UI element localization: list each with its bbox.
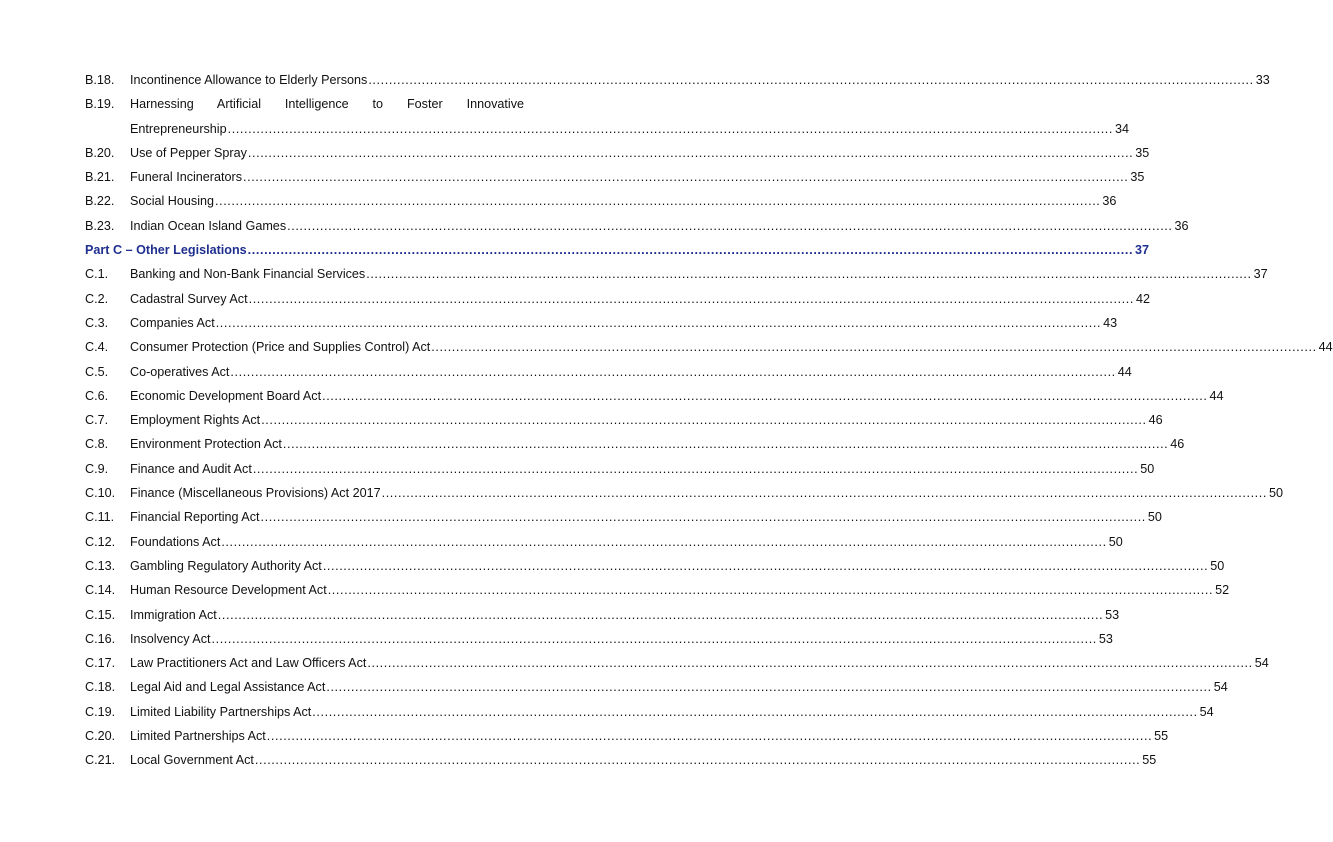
dot-leader [323,556,1208,576]
toc-entry-title: Foundations Act [130,534,221,549]
toc-entry[interactable] [85,532,1123,556]
toc-entry[interactable] [85,507,1162,531]
toc-entry-page: 36 [1102,194,1117,209]
toc-entry[interactable] [85,726,1169,750]
toc-entry[interactable] [85,653,1269,677]
toc-entry-title: Co-operatives Act [130,364,230,379]
dot-leader [212,629,1097,649]
toc-entry-number: C.7. [85,413,109,428]
toc-entry-number: B.22. [85,194,115,209]
dot-leader [261,507,1146,527]
toc-entry-page: 44 [1117,364,1132,379]
dot-leader [253,459,1138,479]
toc-entry-page: 36 [1174,218,1189,233]
toc-entry[interactable] [85,702,1214,726]
toc-entry-number: C.20. [85,729,116,744]
toc-entry-number: C.12. [85,534,116,549]
dot-leader [249,289,1134,309]
toc-entry-title: Incontinence Allowance to Elderly Persons [130,73,368,87]
dot-leader [261,410,1146,430]
toc-entry[interactable] [85,434,1185,458]
dot-leader [218,605,1103,625]
dot-leader [228,119,1113,139]
toc-entry-page: 46 [1170,437,1185,452]
toc-entry-number: C.2. [85,291,109,306]
toc-entry-number: C.9. [85,461,109,476]
toc-entry-number: C.8. [85,437,109,452]
toc-entry-page: 53 [1105,607,1120,622]
toc-entry-page: 42 [1135,291,1150,306]
toc-entry-title: Employment Rights Act [130,413,261,428]
toc-entry-number: C.5. [85,364,109,379]
toc-entry-number: C.6. [85,388,109,403]
toc-entry-number: C.11. [85,510,115,525]
toc-entry[interactable] [85,459,1155,483]
toc-entry-number: C.21. [85,753,116,768]
toc-entry-title: Immigration Act [130,607,217,622]
dot-leader [367,653,1252,673]
dot-leader [248,240,1133,260]
toc-entry-page: 55 [1154,729,1169,744]
toc-entry-number: B.19. [85,97,115,112]
toc-entry-page: 34 [1115,121,1130,136]
dot-leader [243,167,1128,187]
toc-entry[interactable] [85,483,1283,507]
toc-entry[interactable] [85,264,1268,288]
toc-entry[interactable] [85,143,1150,167]
dot-leader [267,726,1152,746]
toc-entry-page: 46 [1148,413,1163,428]
toc-entry-title: Companies Act [130,315,215,330]
toc-entry-number: C.3. [85,315,109,330]
toc-entry[interactable] [85,167,1145,191]
toc-entry[interactable] [85,289,1150,313]
dot-leader [322,386,1207,406]
toc-entry[interactable] [85,191,1117,215]
dot-leader [221,532,1106,552]
toc-entry-title: Funeral Incinerators [130,170,242,185]
toc-entry-number: C.13. [85,558,116,573]
toc-entry-title: Finance (Miscellaneous Provisions) Act 2017 [130,486,381,501]
toc-entry-page: 33 [1255,73,1270,87]
toc-entry-number: B.18. [85,73,115,87]
toc-entry-title: Harnessing Artificial Intelligence to Foster Innovative [130,97,524,112]
toc-entry-title: Insolvency Act [130,631,211,646]
toc-entry[interactable] [85,337,1333,361]
toc-entry-title: Gambling Regulatory Authority Act [130,558,322,573]
toc-entry-page: 54 [1254,656,1269,671]
toc-entry-page: 50 [1108,534,1123,549]
toc-entry[interactable] [85,386,1224,410]
toc-entry-title: Environment Protection Act [130,437,282,452]
toc-entry-page: 54 [1199,704,1214,719]
toc-entry-title: Finance and Audit Act [130,461,252,476]
dot-leader [248,143,1133,163]
dot-leader [215,191,1100,211]
toc-entry[interactable] [85,750,1157,774]
toc-entry[interactable] [85,677,1228,701]
toc-entry-title: Social Housing [130,194,215,209]
toc-entry[interactable] [85,70,1270,94]
toc-entry-number: C.10. [85,486,116,501]
toc-entry-title: Legal Aid and Legal Assistance Act [130,680,326,695]
toc-entry[interactable] [85,410,1163,434]
toc-entry[interactable] [85,556,1225,580]
dot-leader [255,750,1140,770]
dot-leader [366,264,1251,284]
toc-entry-page: 44 [1209,388,1224,403]
toc-entry-title: Economic Development Board Act [130,388,322,403]
toc-entry-page: 50 [1140,461,1155,476]
dot-leader [382,483,1267,503]
toc-entry-page: 53 [1098,631,1113,646]
toc-entry-number: C.19. [85,704,116,719]
toc-part-title: Part C – Other Legislations [85,243,247,258]
dot-leader [326,677,1211,697]
dot-leader [368,70,1253,90]
dot-leader [431,337,1316,357]
dot-leader [328,580,1213,600]
toc-entry-title: Local Government Act [130,753,254,768]
toc-entry-page: 35 [1130,170,1145,185]
toc-entry-title: Indian Ocean Island Games [130,218,287,233]
toc-entry-number: C.15. [85,607,116,622]
toc-entry-page: 55 [1142,753,1157,768]
toc-entry-title: Limited Partnerships Act [130,729,266,744]
toc-entry[interactable] [85,629,1113,653]
dot-leader [283,434,1168,454]
toc-entry-number: B.20. [85,145,115,160]
toc-entry-page: 52 [1215,583,1230,598]
toc-entry[interactable] [85,580,1230,604]
toc-entry-number: B.23. [85,218,115,233]
toc-entry-title: Cadastral Survey Act [130,291,248,306]
toc-entry[interactable] [85,313,1118,337]
toc-entry[interactable] [85,605,1120,629]
toc-entry-title: Law Practitioners Act and Law Officers Act [130,656,367,671]
toc-entry-page: 37 [1135,243,1150,258]
toc-entry-title: Entrepreneurship [130,121,227,136]
toc-entry-page: 50 [1268,486,1283,501]
dot-leader [216,313,1101,333]
dot-leader [230,362,1115,382]
toc-entry-title: Human Resource Development Act [130,583,327,598]
toc-entry-title: Use of Pepper Spray [130,145,247,160]
toc-entry-continuation[interactable] [85,119,1130,143]
dot-leader [287,216,1172,236]
toc-entry-page: 37 [1253,267,1268,282]
toc-entry-number: C.14. [85,583,116,598]
toc-entry[interactable] [85,362,1132,386]
toc-entry-page: 35 [1135,145,1150,160]
toc-entry-number: C.1. [85,267,109,282]
toc-part-heading[interactable] [85,240,1150,264]
toc-entry-title: Limited Liability Partnerships Act [130,704,312,719]
toc-entry-title: Banking and Non-Bank Financial Services [130,267,366,282]
toc-entry-page: 50 [1210,558,1225,573]
toc-entry-title: Consumer Protection (Price and Supplies Control) Act [130,340,431,355]
dot-leader [312,702,1197,722]
toc-entry-page: 43 [1103,315,1118,330]
toc-entry-title: Financial Reporting Act [130,510,260,525]
toc-entry-number: C.4. [85,340,109,355]
toc-entry-number: C.16. [85,631,116,646]
toc-entry[interactable] [85,216,1189,240]
toc-entry-page: 44 [1318,340,1333,355]
toc-entry-page: 50 [1147,510,1162,525]
toc-entry[interactable] [85,94,524,118]
toc-entry-page: 54 [1213,680,1228,695]
table-of-contents [85,70,1333,775]
toc-entry-number: C.18. [85,680,116,695]
toc-entry-number: B.21. [85,170,115,185]
toc-entry-number: C.17. [85,656,116,671]
